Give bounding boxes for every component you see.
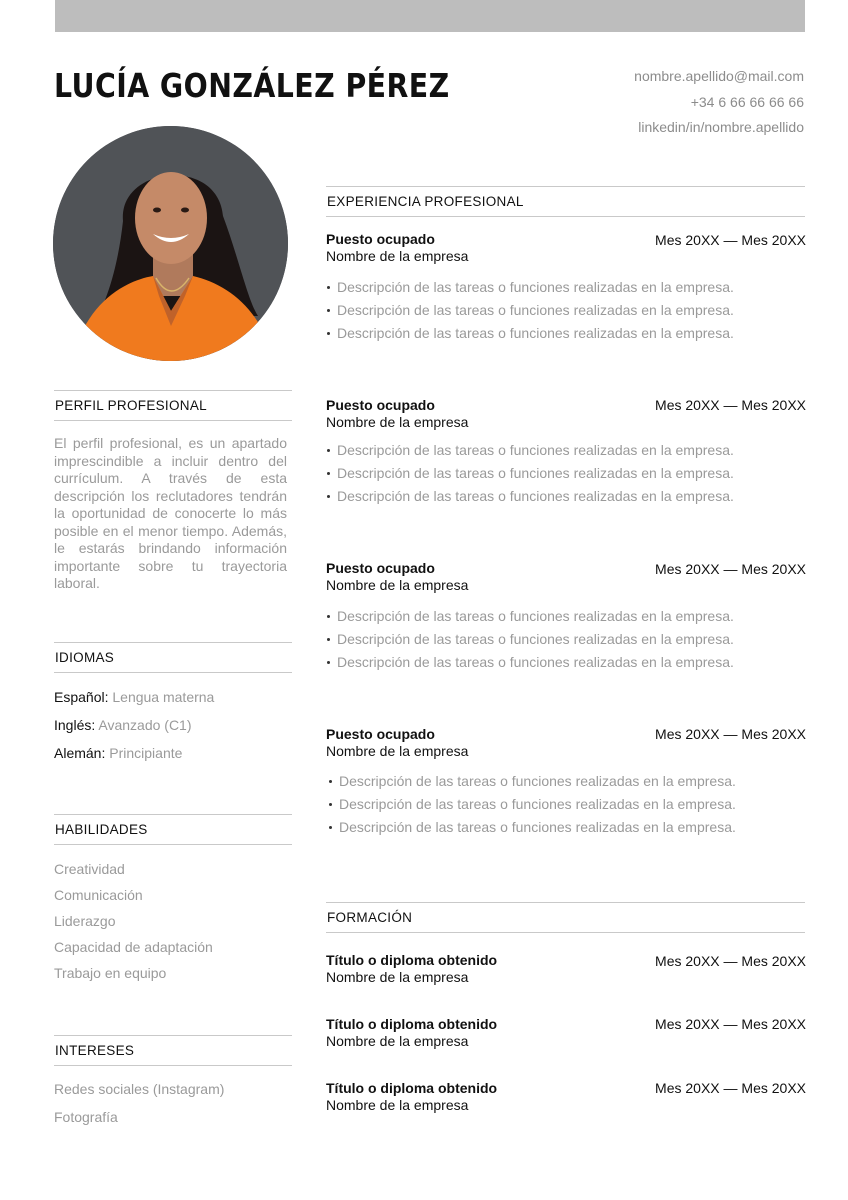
job-bullet: Descripción de las tareas o funciones realizadas en la empresa. (326, 299, 806, 322)
degree-institution: Nombre de la empresa (326, 969, 469, 985)
language-item (54, 717, 192, 733)
job-company: Nombre de la empresa (326, 248, 469, 264)
degree-title: Título o diploma obtenido (326, 952, 498, 968)
section-heading-skills: HABILIDADES (54, 814, 292, 845)
education-entry (326, 952, 806, 986)
job-title: Puesto ocupado (326, 560, 435, 576)
skill-item: Capacidad de adaptación (54, 939, 213, 955)
degree-dates: Mes 20XX — Mes 20XX (655, 1016, 806, 1032)
job-bullet: Descripción de las tareas o funciones realizadas en la empresa. (326, 628, 806, 651)
job-company: Nombre de la empresa (326, 414, 469, 430)
job-bullet: Descripción de las tareas o funciones realizadas en la empresa. (326, 322, 806, 345)
job-bullet: Descripción de las tareas o funciones realizadas en la empresa. (328, 816, 806, 839)
profile-photo (53, 126, 288, 361)
job-bullet: Descripción de las tareas o funciones realizadas en la empresa. (326, 485, 806, 508)
experience-entry (326, 560, 806, 673)
degree-dates: Mes 20XX — Mes 20XX (655, 1080, 806, 1096)
interest-item: Redes sociales (Instagram) (54, 1081, 225, 1097)
job-company: Nombre de la empresa (326, 743, 469, 759)
job-bullets (326, 770, 806, 838)
skill-item: Liderazgo (54, 913, 116, 929)
degree-dates: Mes 20XX — Mes 20XX (655, 953, 806, 969)
language-name: Inglés: (54, 717, 96, 733)
contact-linkedin[interactable]: linkedin/in/nombre.apellido (638, 119, 804, 135)
job-company: Nombre de la empresa (326, 577, 469, 593)
skill-item: Trabajo en equipo (54, 965, 167, 981)
degree-institution: Nombre de la empresa (326, 1097, 469, 1113)
degree-title: Título o diploma obtenido (326, 1016, 498, 1032)
language-level: Avanzado (C1) (98, 717, 192, 733)
skill-item: Comunicación (54, 887, 143, 903)
language-name: Alemán: (54, 745, 106, 761)
skill-item: Creatividad (54, 861, 125, 877)
contact-email[interactable]: nombre.apellido@mail.com (634, 68, 804, 84)
experience-entry (326, 726, 806, 838)
language-level: Principiante (109, 745, 183, 761)
job-bullets (326, 439, 806, 507)
degree-institution: Nombre de la empresa (326, 1033, 469, 1049)
degree-title: Título o diploma obtenido (326, 1080, 498, 1096)
job-title: Puesto ocupado (326, 397, 435, 413)
education-entry (326, 1080, 806, 1114)
candidate-name: LUCÍA GONZÁLEZ PÉREZ (54, 66, 450, 105)
job-bullet: Descripción de las tareas o funciones realizadas en la empresa. (326, 605, 806, 628)
job-title: Puesto ocupado (326, 231, 435, 247)
job-bullet: Descripción de las tareas o funciones realizadas en la empresa. (328, 770, 806, 793)
section-heading-interests: INTERESES (54, 1035, 292, 1066)
profile-summary: El perfil profesional, es un apartado imprescindible a incluir dentro del currículum. A través de esta descripción los reclutadores tendrán la oportunidad de conocerte lo más posible en el menor tiempo. Además, le estarás brindando información importante sobre tu trayectoria laboral. (54, 435, 287, 591)
job-bullet: Descripción de las tareas o funciones realizadas en la empresa. (326, 439, 806, 462)
experience-entry (326, 397, 806, 507)
job-dates: Mes 20XX — Mes 20XX (655, 726, 806, 742)
top-decorative-bar (55, 0, 805, 32)
job-bullet: Descripción de las tareas o funciones realizadas en la empresa. (326, 651, 806, 674)
interest-item: Fotografía (54, 1109, 118, 1125)
job-bullet: Descripción de las tareas o funciones realizadas en la empresa. (326, 462, 806, 485)
contact-block (634, 64, 804, 141)
language-item (54, 689, 214, 705)
language-name: Español: (54, 689, 109, 705)
language-item (54, 745, 182, 761)
job-bullets (326, 605, 806, 673)
experience-entry (326, 231, 806, 344)
language-level: Lengua materna (112, 689, 215, 705)
contact-phone[interactable]: +34 6 66 66 66 66 (690, 93, 804, 110)
section-heading-education: FORMACIÓN (326, 902, 805, 933)
section-heading-profile: PERFIL PROFESIONAL (54, 390, 292, 421)
education-entry (326, 1016, 806, 1050)
section-heading-languages: IDIOMAS (54, 642, 292, 673)
job-bullet: Descripción de las tareas o funciones realizadas en la empresa. (328, 793, 806, 816)
job-dates: Mes 20XX — Mes 20XX (655, 561, 806, 577)
job-bullet: Descripción de las tareas o funciones realizadas en la empresa. (326, 276, 806, 299)
section-heading-experience: EXPERIENCIA PROFESIONAL (326, 186, 805, 217)
profile-photo-illustration (53, 126, 288, 361)
job-dates: Mes 20XX — Mes 20XX (655, 397, 806, 413)
job-title: Puesto ocupado (326, 726, 435, 742)
job-dates: Mes 20XX — Mes 20XX (655, 232, 806, 248)
job-bullets (326, 276, 806, 344)
